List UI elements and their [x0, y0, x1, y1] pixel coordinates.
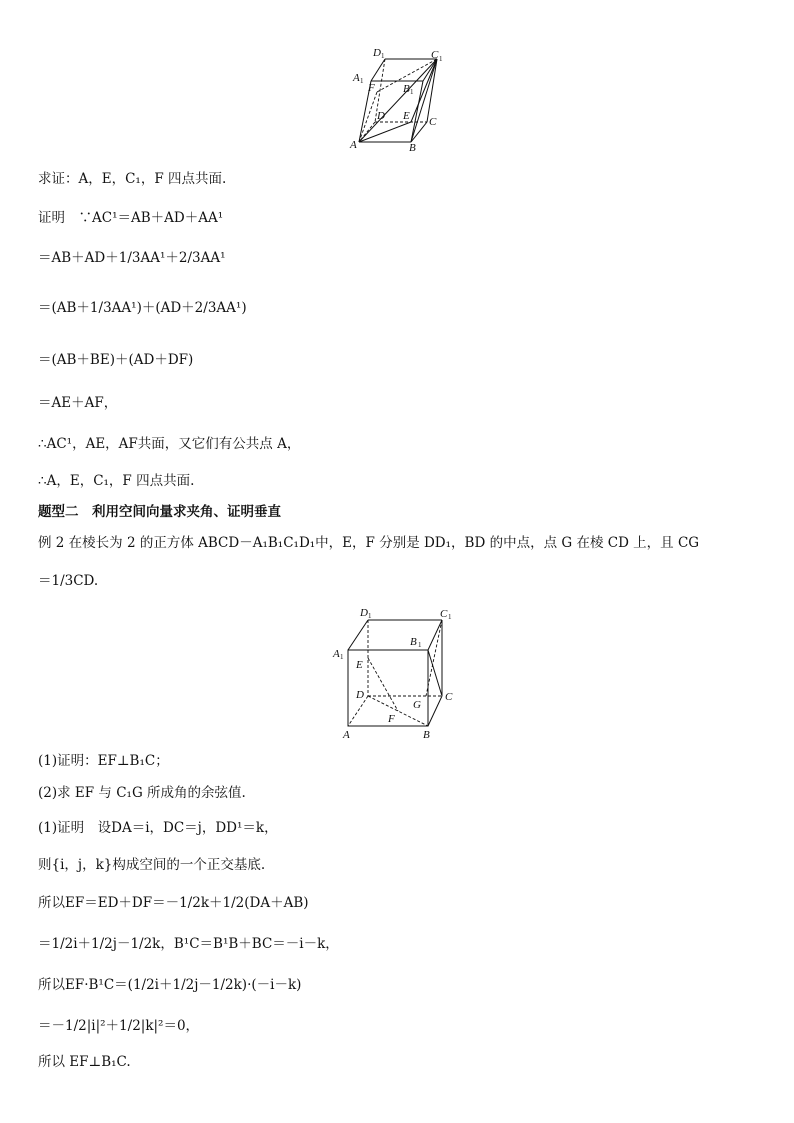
text-line-1: 求证：A，E，C₁，F 四点共面. [38, 171, 227, 187]
proof-line-1: (1)证明 设DA＝i，DC＝j，DD¹＝k， [38, 820, 278, 836]
label2-f: F [388, 713, 395, 725]
text-line-5: ＝(AB＋BE)＋(AD＋DF) [38, 352, 194, 368]
label2-d: D [356, 689, 364, 701]
label2-b1: B [410, 636, 417, 648]
figure-cube-2 [330, 604, 460, 744]
example-2-statement-cont: ＝1/3CD. [38, 573, 99, 589]
label-c: C [429, 116, 437, 128]
text-line-8: ∴A，E，C₁，F 四点共面. [38, 473, 195, 489]
example-2-statement: 例 2 在棱长为 2 的正方体 ABCD－A₁B₁C₁D₁中，E，F 分别是 DD₁，BD 的中点，点 G 在棱 CD 上，且 CG [38, 535, 700, 551]
svg-text:1: 1 [448, 613, 452, 621]
svg-text:1: 1 [439, 55, 443, 63]
part-1-prompt: (1)证明：EF⊥B₁C； [38, 753, 169, 769]
svg-text:1: 1 [381, 52, 385, 60]
svg-text:1: 1 [410, 88, 414, 96]
svg-text:1: 1 [418, 641, 422, 649]
label-d1: D [373, 47, 381, 59]
svg-text:1: 1 [340, 653, 344, 661]
label-e: E [403, 110, 410, 122]
label2-a1: A [333, 648, 340, 660]
label2-a: A [343, 729, 350, 741]
label-a1: A [353, 72, 360, 84]
proof-line-6: ＝－1/2|i|²＋1/2|k|²＝0， [38, 1018, 200, 1034]
proof-line-4: ＝1/2i＋1/2j－1/2k，B¹C＝B¹B＋BC＝－i－k， [38, 936, 339, 952]
text-line-4: ＝(AB＋1/3AA¹)＋(AD＋2/3AA¹) [38, 300, 247, 316]
text-line-3: ＝AB＋AD＋1/3AA¹＋2/3AA¹ [38, 250, 226, 266]
label-b1: B [403, 83, 410, 95]
figure-cube-1 [345, 44, 455, 156]
label-c1: C [431, 49, 439, 61]
text-line-6: ＝AE＋AF， [38, 395, 118, 411]
proof-line-3: 所以EF＝ED＋DF＝－1/2k＋1/2(DA＋AB) [38, 895, 309, 911]
proof-line-2: 则{i，j，k}构成空间的一个正交基底. [38, 857, 266, 873]
text-line-2: 证明 ∵AC¹＝AB＋AD＋AA¹ [38, 210, 224, 226]
svg-text:1: 1 [360, 77, 364, 85]
label-d: D [377, 110, 385, 122]
label2-e: E [356, 659, 363, 671]
label2-d1: D [360, 607, 368, 619]
proof-line-5: 所以EF·B¹C＝(1/2i＋1/2j－1/2k)·(－i－k) [38, 977, 302, 993]
part-2-prompt: (2)求 EF 与 C₁G 所成角的余弦值. [38, 785, 246, 801]
label2-g: G [413, 699, 421, 711]
label-a: A [350, 139, 357, 151]
svg-text:1: 1 [368, 612, 372, 620]
label2-c1: C [440, 608, 448, 620]
proof-line-7: 所以 EF⊥B₁C. [38, 1054, 131, 1070]
label2-c: C [445, 691, 453, 703]
label-f: F [368, 82, 375, 94]
label-b: B [409, 142, 416, 154]
label2-b: B [423, 729, 430, 741]
text-line-7: ∴AC¹，AE，AF共面，又它们有公共点 A， [38, 436, 301, 452]
section-heading: 题型二 利用空间向量求夹角、证明垂直 [38, 504, 281, 520]
